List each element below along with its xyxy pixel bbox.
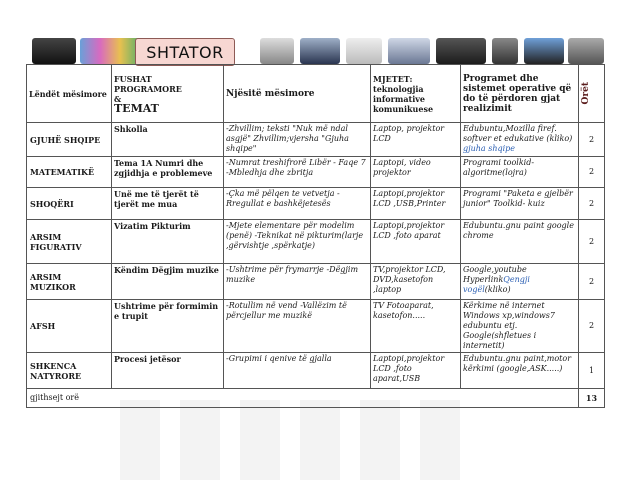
row-topic: Unë me të tjerët të tjerët me mua: [112, 188, 224, 220]
row-software: Edubuntu.gnu paint google chrome: [461, 220, 579, 264]
total-hours: 13: [579, 389, 605, 408]
row-hours: 2: [579, 264, 605, 300]
table-row: [27, 123, 605, 157]
header-hours-label: Orët: [581, 82, 591, 105]
header-program-amp: &: [114, 93, 122, 104]
row-hours: 2: [579, 123, 605, 157]
header-program-line1: FUSHAT PROGRAMORE: [114, 73, 182, 94]
row-subject: AFSH: [27, 300, 112, 353]
row-software: Programi toolkid- algoritme(lojra): [461, 157, 579, 188]
header-software: Programet dhe sistemet operative që do të përdoren gjat realizimit: [461, 65, 579, 123]
row-hours: 2: [579, 157, 605, 188]
row-software: Edubuntu.gnu paint,motor kërkimi (google,ASK.....): [461, 353, 579, 389]
row-subject: ARSIM MUZIKOR: [27, 264, 112, 300]
row-tools: Laptopi,projektor LCD ,USB,Printer: [371, 188, 461, 220]
table-row: [27, 220, 605, 264]
header-tools: MJETET: teknologjia informative komunikuese: [371, 65, 461, 123]
row-software-text: Edubuntu,Mozilla firef. softver et edukative (kliko): [463, 124, 573, 143]
monitor-icon: [524, 38, 564, 64]
total-row: [27, 389, 605, 408]
header-goals: Njësitë mësimore: [224, 65, 371, 123]
row-software: Kërkime në internet Windows xp,windows7 edubuntu etj. Google(shfletues i internetit): [461, 300, 579, 353]
row-goals: -Grupimi i qenive të gjalla: [224, 353, 371, 389]
tv-icon: [300, 38, 340, 64]
row-subject: SHKENCA NATYRORE: [27, 353, 112, 389]
row-subject: SHOQËRI: [27, 188, 112, 220]
row-subject: MATEMATIKË: [27, 157, 112, 188]
row-software: Programi "Paketa e gjelbër junior" Toolkid- kuiz: [461, 188, 579, 220]
row-tools: TV Fotoaparat, kasetofon.....: [371, 300, 461, 353]
curriculum-table: [26, 64, 605, 408]
row-tools: TV,projektor LCD, DVD,kasetofon ,laptop: [371, 264, 461, 300]
camera-icon: [32, 38, 76, 64]
header-hours: [579, 65, 605, 123]
month-title: SHTATOR: [135, 38, 235, 66]
screen-icon: [346, 38, 382, 64]
row-software-text: Google,youtube Hyperlink: [463, 265, 527, 284]
row-goals: -Numrat treshifrorë Libër - Faqe 7 -Mbledhja dhe zbritja: [224, 157, 371, 188]
row-hours: 1: [579, 353, 605, 389]
table-row: [27, 188, 605, 220]
row-topic: Procesi jetësor: [112, 353, 224, 389]
row-goals: -Ushtrime për frymarrje -Dëgjim muzike: [224, 264, 371, 300]
row-tools: Laptopi,projektor LCD ,foto aparat,USB: [371, 353, 461, 389]
row-hours: 2: [579, 188, 605, 220]
row-hours: 2: [579, 220, 605, 264]
total-label: gjithsejt orë: [27, 389, 579, 408]
projector-icon: [260, 38, 294, 64]
header-program-line2: TEMAT: [114, 101, 159, 115]
table-row: [27, 300, 605, 353]
row-goals: -Zhvillim; teksti "Nuk më ndal asgjë" Zhvillim;vjersha "Gjuha shqipe": [224, 123, 371, 157]
row-subject: ARSIM FIGURATIV: [27, 220, 112, 264]
qengji-vogel-link[interactable]: Qengji vogël: [463, 275, 530, 294]
row-tools: Laptop, projektor LCD: [371, 123, 461, 157]
row-topic: Ushtrime për formimin e trupit: [112, 300, 224, 353]
header-row: [27, 65, 605, 123]
row-hours: 2: [579, 300, 605, 353]
gjuha-shqipe-link[interactable]: gjuha shqipe: [463, 144, 516, 153]
keyboard-icon: [436, 38, 486, 64]
usb-drives-icon: [80, 38, 140, 64]
header-program: [112, 65, 224, 123]
mouse-icon: [492, 38, 518, 64]
decorative-background: [120, 400, 480, 480]
row-goals: -Mjete elementare për modelim (penë) -Teknikat në pikturim(larje ,gërvishtje ,spërkatje): [224, 220, 371, 264]
table-row: [27, 264, 605, 300]
row-tools: Laptopi,projektor LCD ,foto aparat: [371, 220, 461, 264]
row-software-tail: (kliko): [484, 285, 511, 294]
row-topic: Vizatim Pikturim: [112, 220, 224, 264]
table-row: [27, 157, 605, 188]
row-topic: Shkolla: [112, 123, 224, 157]
row-goals: -Rotullim në vend -Vallëzim të përcjellur me muzikë: [224, 300, 371, 353]
row-software: [461, 264, 579, 300]
row-software: [461, 123, 579, 157]
row-goals: -Çka më pëlqen te vetvetja -Rregullat e bashkëjetesës: [224, 188, 371, 220]
table-row: [27, 353, 605, 389]
printer-icon: [568, 38, 604, 64]
header-subject: Lëndët mësimore: [27, 65, 112, 123]
row-tools: Laptopi, video projektor: [371, 157, 461, 188]
row-topic: Këndim Dëgjim muzike: [112, 264, 224, 300]
row-subject: GJUHË SHQIPE: [27, 123, 112, 157]
row-topic: Tema 1A Numri dhe zgjidhja e problemeve: [112, 157, 224, 188]
laptop-icon: [388, 38, 430, 64]
